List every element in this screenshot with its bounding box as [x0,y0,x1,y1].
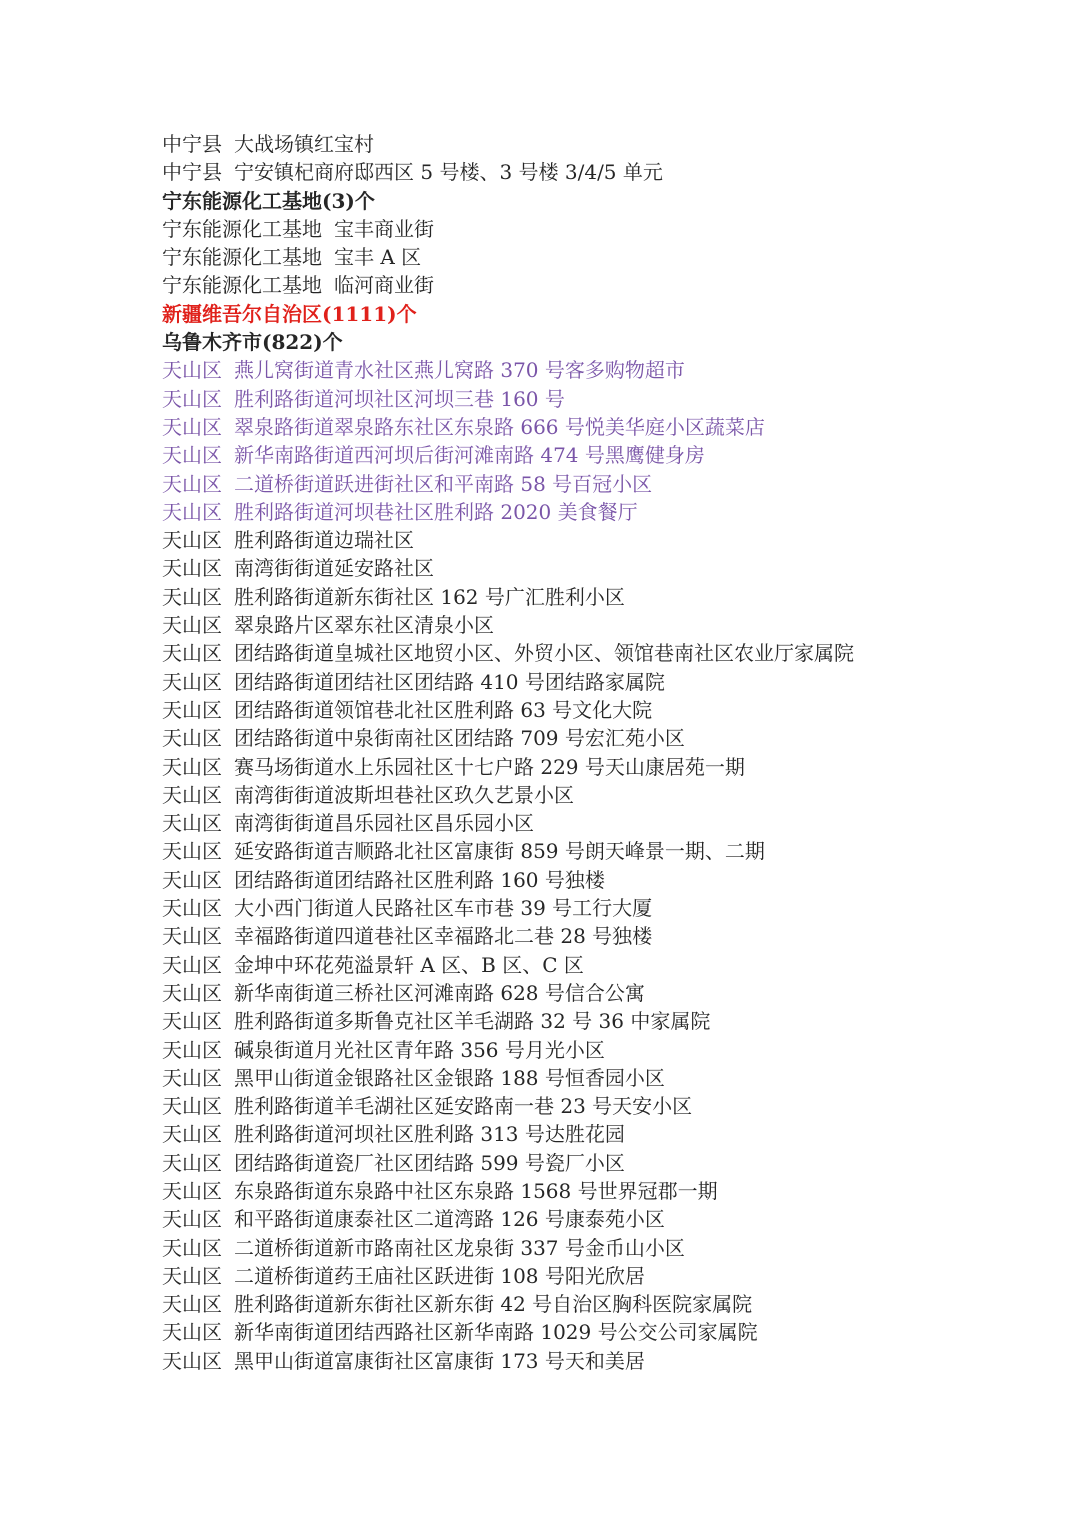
list-item [162,894,1062,922]
list-item [162,837,1062,865]
region-label: 天山区 [162,443,222,468]
list-item [162,158,1062,186]
region-label: 天山区 [162,726,222,751]
address-text: 临河商业街 [334,273,434,298]
region-label: 天山区 [162,584,222,609]
region-label: 天山区 [162,1207,222,1232]
region-label: 天山区 [162,669,222,694]
list-item [162,951,1062,979]
address-text: 南湾街街道波斯坦巷社区玖久艺景小区 [234,782,574,807]
list-item [162,611,1062,639]
region-label: 天山区 [162,528,222,553]
list-item [162,441,1062,469]
region-label: 天山区 [162,499,222,524]
list-item [162,1092,1062,1120]
address-text: 翠泉路街道翠泉路东社区东泉路 666 号悦美华庭小区蔬菜店 [234,414,765,439]
list-item [162,1120,1062,1148]
region-label: 中宁县 [162,160,222,185]
address-text: 宝丰商业街 [334,216,434,241]
list-item [162,1262,1062,1290]
section-header-text: 乌鲁木齐市(822)个 [162,330,343,355]
section-header-text: 新疆维吾尔自治区(1111)个 [162,301,417,326]
region-label: 天山区 [162,1178,222,1203]
list-item [162,271,1062,299]
region-label: 天山区 [162,1037,222,1062]
address-text: 和平路街道康泰社区二道湾路 126 号康泰苑小区 [234,1207,665,1232]
region-label: 天山区 [162,867,222,892]
address-text: 新华南路街道西河坝后街河滩南路 474 号黑鹰健身房 [234,443,705,468]
region-label: 天山区 [162,1320,222,1345]
region-label: 天山区 [162,386,222,411]
region-label: 宁东能源化工基地 [162,245,322,270]
section-header [162,328,1062,356]
section-header [162,187,1062,215]
list-item [162,1064,1062,1092]
region-label: 天山区 [162,782,222,807]
address-text: 翠泉路片区翠东社区清泉小区 [234,613,494,638]
address-text: 南湾街街道昌乐园社区昌乐园小区 [234,811,534,836]
address-text: 胜利路街道边瑞社区 [234,528,414,553]
section-header-text: 宁东能源化工基地(3)个 [162,188,375,213]
list-item [162,215,1062,243]
address-text: 胜利路街道多斯鲁克社区羊毛湖路 32 号 36 中家属院 [234,1009,711,1034]
region-label: 宁东能源化工基地 [162,216,322,241]
list-item [162,696,1062,724]
region-label: 天山区 [162,613,222,638]
list-item [162,781,1062,809]
list-item [162,526,1062,554]
address-text: 燕儿窝街道青水社区燕儿窝路 370 号客多购物超市 [234,358,685,383]
address-text: 新华南街道团结西路社区新华南路 1029 号公交公司家属院 [234,1320,758,1345]
address-text: 胜利路街道河坝巷社区胜利路 2020 美食餐厅 [234,499,638,524]
list-item [162,866,1062,894]
address-text: 团结路街道瓷厂社区团结路 599 号瓷厂小区 [234,1150,625,1175]
list-item [162,583,1062,611]
region-label: 天山区 [162,839,222,864]
region-label: 天山区 [162,1292,222,1317]
region-label: 天山区 [162,980,222,1005]
region-label: 天山区 [162,754,222,779]
list-item [162,130,1062,158]
region-label: 天山区 [162,952,222,977]
list-item [162,639,1062,667]
address-text: 团结路街道团结社区团结路 410 号团结路家属院 [234,669,665,694]
list-item [162,1234,1062,1262]
region-label: 天山区 [162,1263,222,1288]
address-text: 团结路街道中泉街南社区团结路 709 号宏汇苑小区 [234,726,685,751]
address-text: 黑甲山街道富康街社区富康街 173 号天和美居 [234,1348,645,1373]
region-label: 天山区 [162,1009,222,1034]
list-item [162,724,1062,752]
region-label: 天山区 [162,697,222,722]
address-text: 新华南街道三桥社区河滩南路 628 号信合公寓 [234,980,645,1005]
address-text: 宁安镇杞商府邸西区 5 号楼、3 号楼 3/4/5 单元 [234,160,663,185]
address-text: 黑甲山街道金银路社区金银路 188 号恒香园小区 [234,1065,665,1090]
list-item [162,1205,1062,1233]
address-text: 二道桥街道跃进街社区和平南路 58 号百冠小区 [234,471,653,496]
document-body [162,130,1062,1375]
list-item [162,1036,1062,1064]
list-item [162,1177,1062,1205]
address-text: 延安路街道吉顺路北社区富康街 859 号朗天峰景一期、二期 [234,839,765,864]
region-label: 天山区 [162,896,222,921]
list-item [162,668,1062,696]
list-item [162,1318,1062,1346]
address-text: 碱泉街道月光社区青年路 356 号月光小区 [234,1037,605,1062]
address-text: 赛马场街道水上乐园社区十七户路 229 号天山康居苑一期 [234,754,745,779]
region-label: 天山区 [162,1094,222,1119]
region-label: 天山区 [162,556,222,581]
address-text: 团结路街道团结路社区胜利路 160 号独楼 [234,867,605,892]
list-item [162,470,1062,498]
region-label: 天山区 [162,1122,222,1147]
address-text: 胜利路街道新东街社区 162 号广汇胜利小区 [234,584,625,609]
section-header [162,300,1062,328]
address-text: 宝丰 A 区 [334,245,422,270]
address-text: 幸福路街道四道巷社区幸福路北二巷 28 号独楼 [234,924,653,949]
address-text: 二道桥街道新市路南社区龙泉街 337 号金币山小区 [234,1235,685,1260]
region-label: 宁东能源化工基地 [162,273,322,298]
region-label: 天山区 [162,641,222,666]
address-text: 胜利路街道新东街社区新东街 42 号自治区胸科医院家属院 [234,1292,753,1317]
region-label: 天山区 [162,471,222,496]
list-item [162,922,1062,950]
address-text: 金坤中环花苑溢景轩 A 区、B 区、C 区 [234,952,584,977]
region-label: 天山区 [162,1235,222,1260]
address-text: 胜利路街道羊毛湖社区延安路南一巷 23 号天安小区 [234,1094,693,1119]
list-item [162,1347,1062,1375]
region-label: 中宁县 [162,132,222,156]
address-text: 二道桥街道药王庙社区跃进街 108 号阳光欣居 [234,1263,645,1288]
region-label: 天山区 [162,1065,222,1090]
list-item [162,1149,1062,1177]
list-item [162,554,1062,582]
region-label: 天山区 [162,1348,222,1373]
address-text: 大小西门街道人民路社区车市巷 39 号工行大厦 [234,896,653,921]
list-item [162,243,1062,271]
address-text: 南湾街街道延安路社区 [234,556,434,581]
list-item [162,1290,1062,1318]
region-label: 天山区 [162,414,222,439]
address-text: 东泉路街道东泉路中社区东泉路 1568 号世界冠郡一期 [234,1178,718,1203]
address-text: 胜利路街道河坝社区胜利路 313 号达胜花园 [234,1122,625,1147]
list-item [162,809,1062,837]
list-item [162,1007,1062,1035]
address-text: 胜利路街道河坝社区河坝三巷 160 号 [234,386,565,411]
list-item [162,753,1062,781]
region-label: 天山区 [162,1150,222,1175]
address-text: 团结路街道皇城社区地贸小区、外贸小区、领馆巷南社区农业厅家属院 [234,641,854,666]
address-text: 团结路街道领馆巷北社区胜利路 63 号文化大院 [234,697,653,722]
list-item [162,979,1062,1007]
region-label: 天山区 [162,924,222,949]
address-text: 大战场镇红宝村 [234,132,374,156]
list-item [162,498,1062,526]
region-label: 天山区 [162,358,222,383]
list-item [162,356,1062,384]
region-label: 天山区 [162,811,222,836]
list-item [162,413,1062,441]
list-item [162,385,1062,413]
